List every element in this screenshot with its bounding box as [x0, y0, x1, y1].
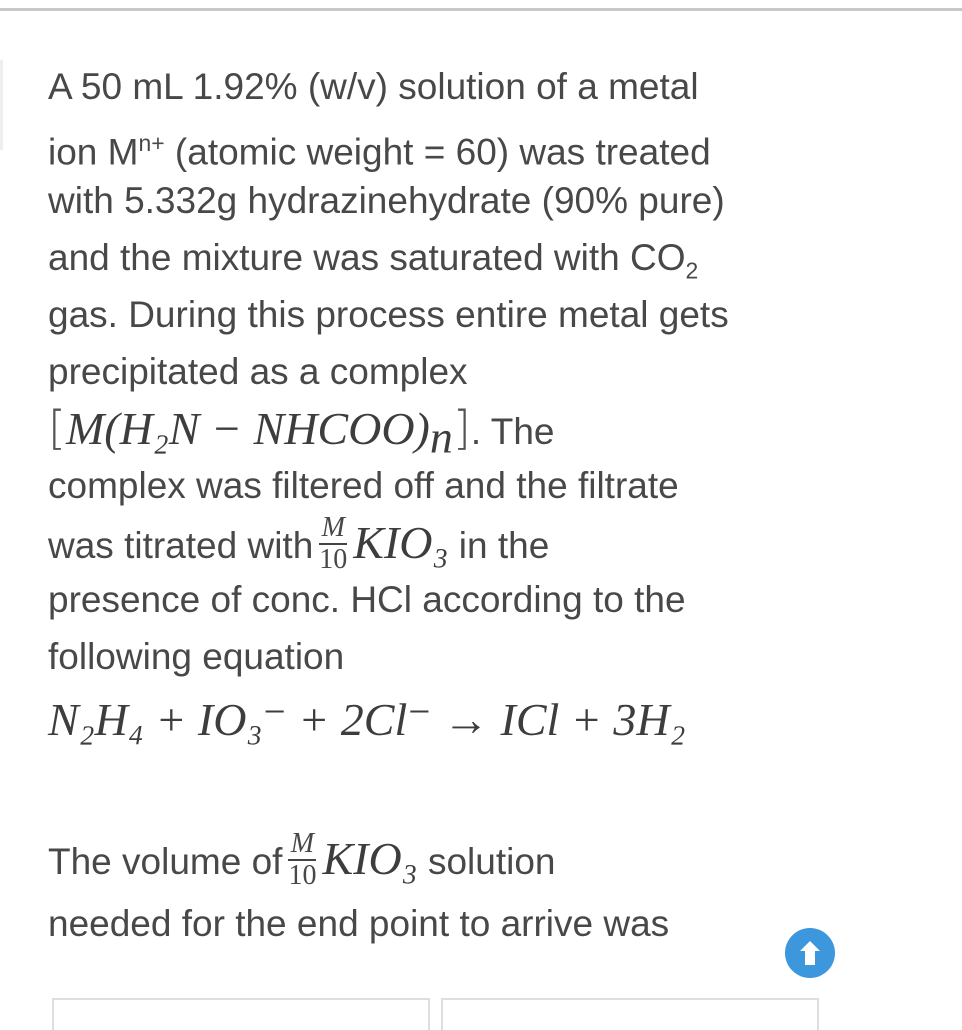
question-line-2	[48, 115, 808, 172]
question-text	[48, 58, 808, 748]
question-line-3: with 5.332g hydrazinehydrate (90% pure)	[48, 180, 725, 221]
top-divider	[0, 8, 962, 11]
arrow-up-icon	[797, 938, 823, 968]
question-line-7	[48, 400, 808, 463]
co2-subscript: 2	[685, 257, 699, 284]
charge-superscript: n+	[138, 130, 165, 156]
text-solution: solution	[417, 841, 556, 882]
answer-option-a[interactable]	[52, 998, 430, 1030]
text-atomic-weight: (atomic weight = 60) was treated	[164, 131, 711, 173]
question-line-4	[48, 229, 808, 286]
truncated-text-line: needed for the end point to arrive was	[48, 903, 670, 944]
molarity-fraction: $\frac{M}{10}$	[319, 512, 348, 576]
question-part-2	[48, 830, 555, 895]
scroll-to-top-button[interactable]	[785, 928, 835, 978]
reagent-formula-2: KIO₃	[322, 833, 418, 884]
text-saturated: and the mixture was saturated with CO	[48, 237, 686, 278]
complex-subscript: n	[429, 411, 453, 463]
question-line-9	[48, 512, 808, 576]
reagent-formula: KIO₃	[353, 517, 449, 568]
molarity-fraction-2: $\frac{M}{10}$	[288, 828, 317, 892]
question-line-11: following equation	[48, 636, 345, 677]
text-titrated-with: was titrated with	[48, 525, 314, 566]
question-line-1: A 50 mL 1.92% (w/v) solution of a metal	[48, 66, 699, 107]
question-line-5: gas. During this process entire metal gets	[48, 294, 729, 335]
reaction-equation: N₂H₄ + IO₃⁻ + 2Cl⁻ → ICl + 3H₂	[48, 694, 686, 745]
text-in-the: in the	[448, 525, 550, 566]
answer-option-b[interactable]	[441, 998, 819, 1030]
question-line-6: precipitated as a complex	[48, 351, 468, 392]
question-line-8: complex was filtered off and the filtrate	[48, 465, 679, 506]
close-bracket: ]	[452, 401, 471, 455]
text-volume-of: The volume of	[48, 841, 283, 882]
question-line-10: presence of conc. HCl according to the	[48, 579, 686, 620]
complex-formula: M(H₂N − NHCOO)	[65, 403, 430, 454]
open-bracket: [	[48, 401, 66, 455]
left-edge-shadow	[0, 60, 3, 150]
text-ion-m: ion M	[48, 131, 139, 173]
text-the: . The	[470, 411, 555, 452]
